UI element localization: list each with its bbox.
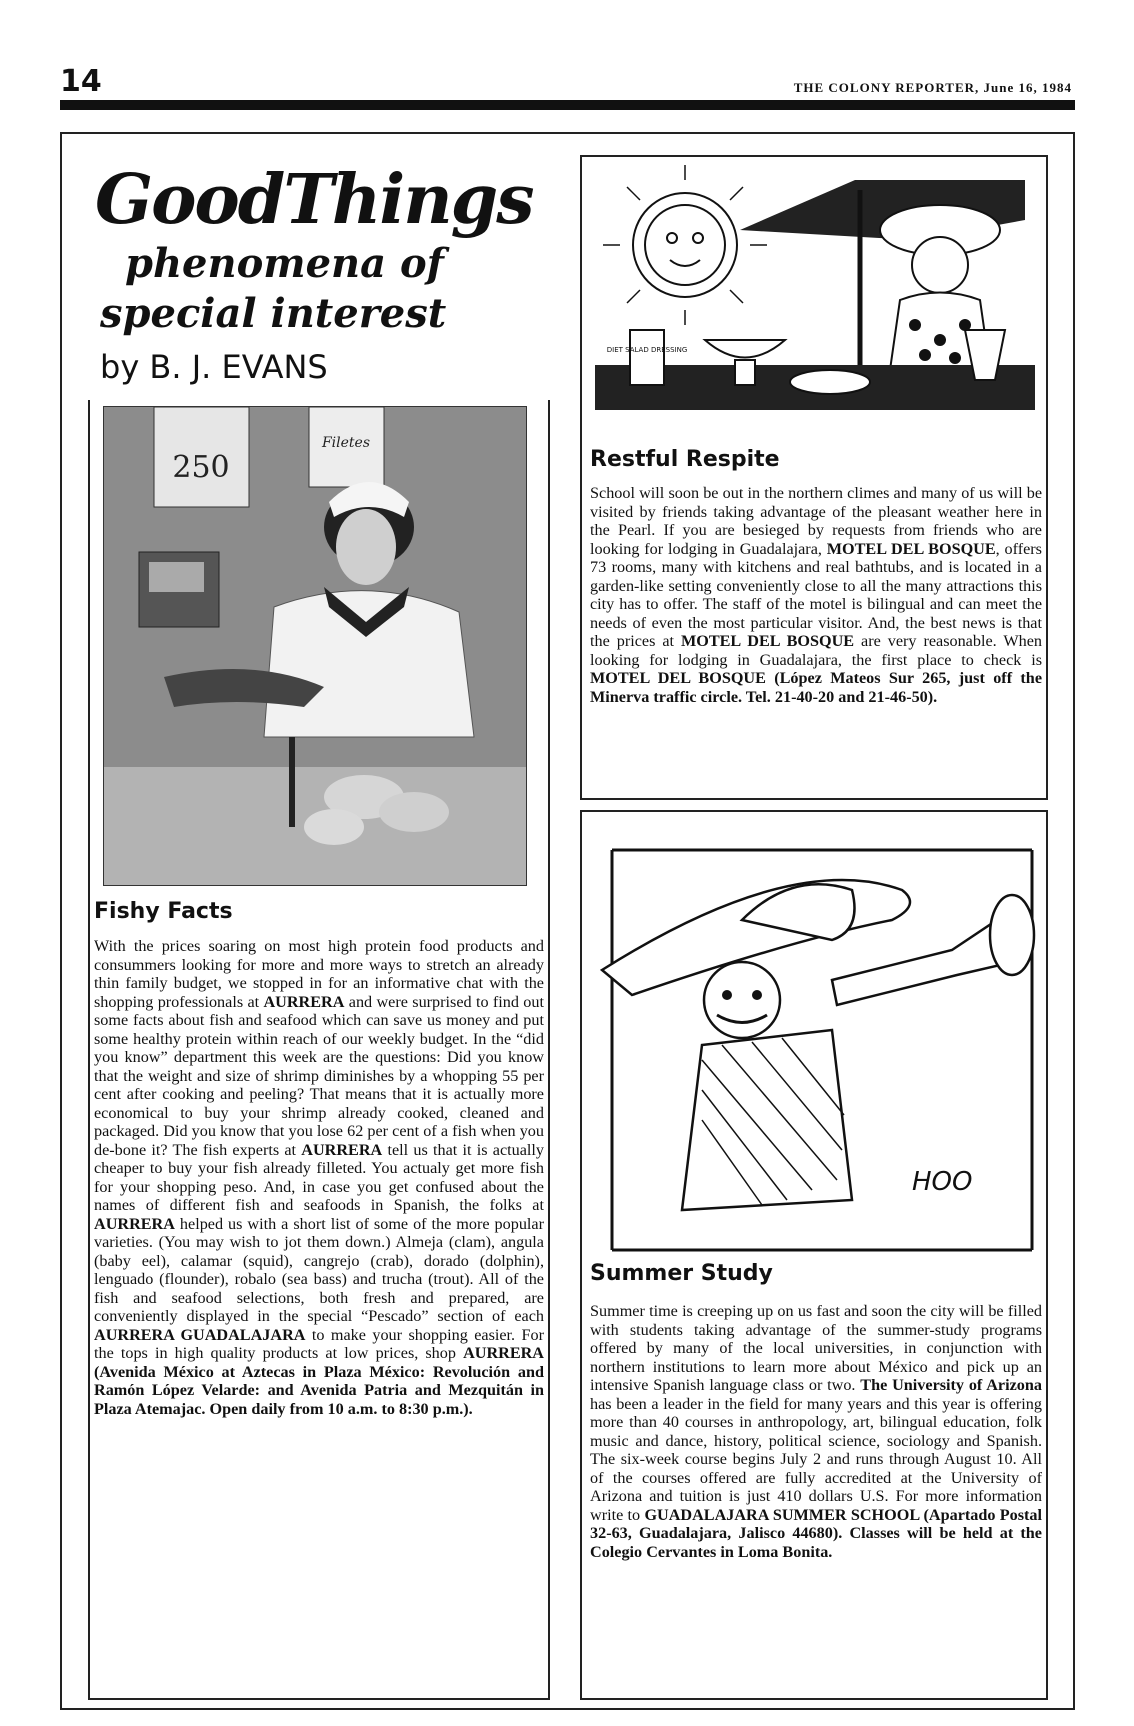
text-run: tell us that it is actually cheaper to buy your fish already filleted. You actualy get more fish for your shopping peso. And, in case you get confused about the names of different fish and seafoods in Spanish, the folks at: [94, 1140, 544, 1214]
summer-study-body: [590, 1302, 1042, 1561]
text-run: Summer time is creeping up on us fast and soon the city will be filled with students taking advantage of the summer-study programs offered by many of the local universities, in conjunction with northern institutions to learn more about México and pick up an intensive Spanish language class or two.: [590, 1302, 1042, 1394]
page-number: 14: [60, 64, 102, 99]
bold-text-run: AURRERA GUADALAJARA: [94, 1325, 306, 1344]
text-run: has been a leader in the field for many years and this year is offering more than 40 courses in anthropology, art, bilingual education, folk music and dance, history, political science, sociology and Spanish. The six-week course begins July 2 and runs through August 10. All of the courses offered are fully accredited at the University of Arizona and tuition is just 410 dollars U.S. For more information write to: [590, 1394, 1042, 1524]
text-run: and were surprised to find out some facts about fish and seafood which can save us money and put some healthy protein within reach of our weekly budget. In the “did you know” department this week are the questions: Did you know that the weight and size of shrimp diminishes by a whopping 55 per cent after cooking and peeling? That means that it is actually more economical to buy your shrimp already cooked, cleaned and packaged. Did you know that you lose 62 per cent of a fish when you de-bone it? The fish experts at: [94, 992, 544, 1159]
fishy-facts-heading: Fishy Facts: [94, 899, 233, 924]
column-title: GoodThings: [95, 160, 533, 240]
text-run: are very reasonable. When looking for lodging in Guadalajara, the first place to check is: [590, 632, 1042, 669]
fish-counter-photo: [103, 406, 527, 886]
text-run: to make your shopping easier. For the tops in high quality products at low prices, shop: [94, 1325, 545, 1362]
photo-illustration: [104, 407, 526, 885]
bold-text-run: AURRERA: [301, 1140, 383, 1159]
price-sign-text: 250: [172, 450, 230, 485]
dateline: THE COLONY REPORTER, June 16, 1984: [793, 80, 1072, 95]
cafe-drawing: [595, 160, 1035, 442]
text-run: With the prices soaring on most high protein food products and consummers looking for more and more ways to stretch an already thin family budget, we stopped in for an informative chat with the shopping professionals at: [94, 937, 544, 1011]
mariachi-illustration: [592, 830, 1042, 1256]
bottle-label: DIET SALAD DRESSING: [606, 346, 688, 354]
text-run: helped us with a short list of some of the more popular varieties. (You may wish to jot them down.) Almeja (clam), angula (baby eel), calamar (squid), cangrejo (crab), dorado (dolphin), lenguado (flounder), robalo (sea bass) and trucha (trout). All of the fish and seafood selections, both fresh and prepared, are conveniently displayed in the special “Pescado” section of each: [94, 1214, 544, 1325]
bold-text-run: AURRERA (Avenida México at Aztecas in Plaza México: Revolución and Ramón López Velarde: and Avenida Patria and Mezquitán in Plaza Atemajac. Open daily from 10 a.m. to 8:30 p.m.).: [94, 1344, 544, 1418]
bold-text-run: AURRERA: [263, 992, 345, 1011]
restful-respite-heading: Restful Respite: [590, 447, 780, 472]
bold-text-run: AURRERA: [94, 1214, 175, 1233]
fishy-facts-body: [94, 937, 544, 1418]
bold-text-run: GUADALAJARA SUMMER SCHOOL (Apartado Postal 32-63, Guadalajara, Jalisco 44680). Classes will be held at the Colegio Cervantes in Loma Bonita.: [590, 1505, 1043, 1561]
bold-text-run: MOTEL DEL BOSQUE: [826, 539, 996, 558]
header-rule: [60, 100, 1075, 110]
artist-signature: HOO: [912, 1167, 973, 1197]
mariachi-drawing: [592, 830, 1042, 1256]
byline: by B. J. EVANS: [100, 348, 328, 386]
summer-study-heading: Summer Study: [590, 1261, 773, 1286]
column-subtitle-line1: phenomena of: [125, 240, 444, 287]
cafe-illustration: [595, 160, 1035, 442]
filetes-sign-text: Filetes: [321, 435, 371, 451]
column-subtitle-line2: special interest: [100, 290, 447, 337]
restful-respite-body: [590, 484, 1042, 706]
bold-text-run: The University of Arizona: [860, 1376, 1042, 1394]
text-run: , offers 73 rooms, many with kitchens and real bathtubs, and is located in a garden-like setting conveniently close to all the many attractions this city has to offer. The staff of the motel is bilingual and can meet the needs of even the most particular visitor. And, the best news is that the prices at: [590, 539, 1042, 650]
text-run: School will soon be out in the northern climes and many of us will be visited by friends taking advantage of the pleasant weather here in the Pearl. If you are besieged by requests from friends who are looking for lodging in Guadalajara,: [590, 484, 1042, 558]
bold-text-run: MOTEL DEL BOSQUE (López Mateos Sur 265, just off the Minerva traffic circle. Tel. 21-40-20 and 21-46-50).: [590, 669, 1042, 706]
bold-text-run: MOTEL DEL BOSQUE: [680, 632, 855, 650]
